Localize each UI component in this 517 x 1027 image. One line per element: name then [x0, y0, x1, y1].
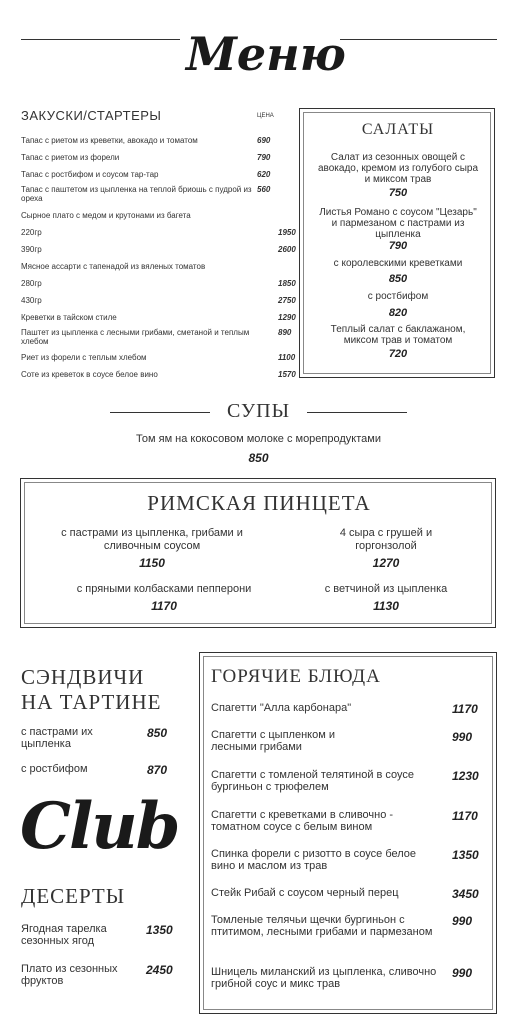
pinsa-box — [20, 478, 496, 628]
list-item: Паштет из цыпленка с лесными грибами, сметаной и теплым хлебом 890 — [21, 328, 292, 346]
sandwiches-title-line2: НА ТАРТИНЕ — [21, 690, 162, 714]
pinsa-title: РИМСКАЯ ПИНЦЕТА — [147, 491, 371, 515]
price: 850 — [248, 451, 269, 465]
price-header: ЦЕНА — [257, 113, 274, 119]
list-item: Спинка форели с ризотто в соусе белое вино и маслом из трав — [211, 848, 417, 872]
salads-box — [299, 108, 495, 378]
list-item: Спагетти с креветками в сливочно - томатном соусе с белым вином — [211, 809, 394, 833]
list-item: Плато из сезонных фруктов — [21, 963, 118, 987]
soups-title: СУПЫ — [226, 400, 291, 422]
list-item: Стейк Рибай с соусом черный перец — [211, 887, 399, 899]
list-item: Спагетти с томленой телятиной в соусе бургиньон с трюфелем — [211, 769, 415, 793]
price: 1130 — [373, 599, 399, 613]
price: 870 — [147, 763, 168, 777]
price: 1350 — [146, 923, 173, 937]
price: 990 — [452, 966, 473, 980]
desserts-title: ДЕСЕРТЫ — [21, 884, 126, 908]
price: 1170 — [452, 809, 478, 823]
price: 850 — [147, 726, 168, 740]
list-item: Риет из форели с теплым хлебом 1100 — [21, 353, 296, 362]
price: 750 — [388, 187, 408, 199]
list-item: с королевскими креветками — [333, 258, 463, 269]
appetizers-title: ЗАКУСКИ/СТАРТЕРЫ — [21, 108, 162, 123]
list-item: 390гр 2600 — [21, 245, 296, 254]
list-item: Сырное плато с медом и крутонами из багета — [21, 211, 191, 220]
price: 1150 — [139, 556, 165, 570]
list-item: 220гр 1950 — [21, 228, 296, 237]
price: 1350 — [452, 848, 479, 862]
price: 1170 — [151, 599, 177, 613]
list-item: Тапас с паштетом из цыпленка на теплой бриошь с пудрой из ореха 560 — [21, 185, 271, 203]
list-item: Спагетти "Алла карбонара" — [211, 702, 352, 714]
club-logo: Club — [20, 789, 179, 864]
list-item: Теплый салат с баклажаном, миксом трав и томатом — [330, 324, 466, 346]
list-item: с пастрами их цыпленка — [21, 726, 93, 750]
page-title: Меню — [186, 27, 346, 81]
hot-dishes-title: ГОРЯЧИЕ БЛЮДА — [211, 666, 381, 687]
list-item: Ягодная тарелка сезонных ягод — [21, 923, 107, 947]
price: 1270 — [372, 556, 400, 570]
list-item: 280гр 1850 — [21, 279, 296, 288]
list-item: с ростбифом — [367, 291, 429, 302]
price: 990 — [452, 914, 473, 928]
list-item: 430гр 2750 — [21, 296, 296, 305]
list-item: Тапас с риетом из креветки, авокадо и томатом 690 — [21, 136, 271, 145]
list-item: с ростбифом — [21, 763, 88, 775]
list-item: Салат из сезонных овощей с авокадо, кремом из голубого сыра и миксом трав — [317, 152, 479, 185]
list-item: с ветчиной из цыпленка — [324, 583, 448, 595]
salads-title: САЛАТЫ — [361, 121, 435, 138]
list-item: Соте из креветок в соусе белое вино 1570 — [21, 370, 296, 379]
list-item: с пастрами из цыпленка, грибами и сливочным соусом — [61, 527, 243, 552]
price: 990 — [452, 730, 473, 744]
list-item: Креветки в тайском стиле 1290 — [21, 313, 296, 322]
list-item: Листья Романо с соусом "Цезарь" и пармезаном с пастрами из цыпленка — [319, 207, 477, 240]
list-item: Мясное ассарти с тапенадой из вяленых томатов — [21, 262, 206, 271]
list-item: Спагетти с цыпленком и лесными грибами — [211, 729, 335, 753]
list-item: Шницель миланский из цыпленка, сливочно грибной соус и микс трав — [211, 966, 437, 990]
price: 2450 — [146, 963, 173, 977]
list-item: Тапас с риетом из форели 790 — [21, 153, 271, 162]
list-item: 4 сыра с грушей и горгонзолой — [339, 527, 433, 552]
price: 1230 — [452, 769, 479, 783]
list-item: Томленые телячьи щечки бургиньон с птитимом, лесными грибами и пармезаном — [211, 914, 433, 938]
price: 820 — [388, 307, 408, 319]
soups-rule-right — [307, 412, 407, 413]
list-item: с пряными колбасками пепперони — [76, 583, 252, 595]
sandwiches-title-line1: СЭНДВИЧИ — [21, 665, 145, 689]
price: 1170 — [452, 702, 478, 716]
list-item: Том ям на кокосовом молоке с морепродуктами — [136, 433, 381, 445]
price: 3450 — [452, 887, 479, 901]
price: 850 — [388, 273, 408, 285]
soups-rule-left — [110, 412, 210, 413]
price: 720 — [388, 348, 408, 360]
list-item: Тапас с ростбифом и соусом тар-тар 620 — [21, 170, 271, 179]
price: 790 — [388, 240, 408, 252]
